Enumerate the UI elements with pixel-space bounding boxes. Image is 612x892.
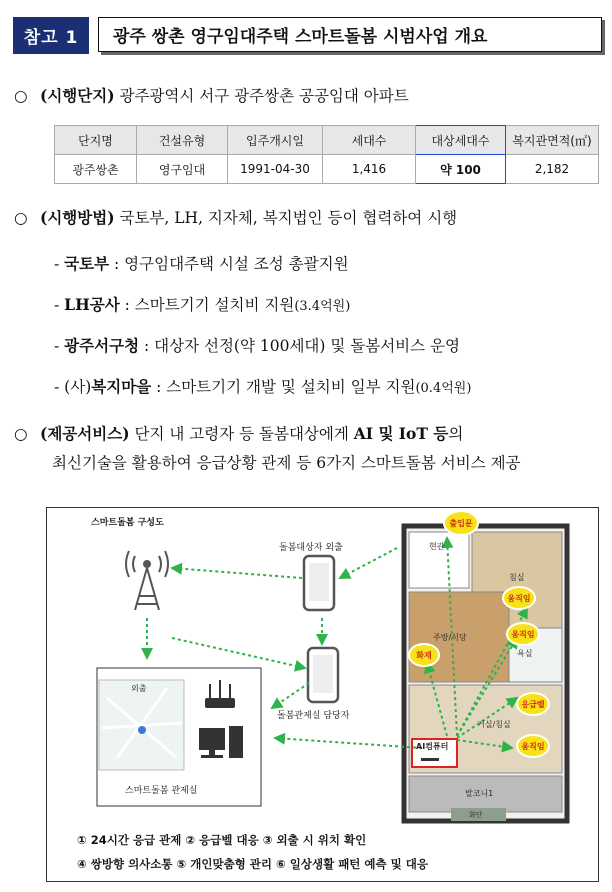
antenna-tower-icon xyxy=(126,551,168,610)
role-amount: (0.4억원) xyxy=(415,381,472,396)
room-entrance: 현관 xyxy=(429,542,445,551)
table-header: 세대수 xyxy=(323,126,416,155)
table-cell: 1991-04-30 xyxy=(228,155,323,184)
room-bath: 욕실 xyxy=(517,649,533,658)
ai-computer-label: AI컴퓨터 xyxy=(416,742,449,751)
smart-care-diagram xyxy=(46,507,599,882)
badge-door: 출입문 xyxy=(443,510,479,536)
legend-line-1: ① 24시간 응급 관제 ② 응급벨 대응 ③ 외출 시 위치 확인 xyxy=(77,833,367,847)
header-tag: 참고 1 xyxy=(13,17,89,54)
phone-staff-icon xyxy=(308,648,338,702)
room-living: 거실/침실 xyxy=(477,720,511,729)
role-org: 복지마을 xyxy=(91,377,152,396)
diagram-graphics xyxy=(47,508,600,883)
service-line2: 최신기술을 활용하여 응급상황 관제 등 6가지 스마트돌봄 서비스 제공 xyxy=(52,454,521,472)
role-text: : 스마트기기 개발 및 설치비 일부 지원 xyxy=(151,378,416,396)
bullet-icon: ○ xyxy=(14,425,28,443)
role-amount: (3.4억원) xyxy=(294,299,351,314)
floor-plan xyxy=(404,526,567,821)
table-cell: 영구임대 xyxy=(137,155,228,184)
legend-line-2: ④ 쌍방향 의사소통 ⑤ 개인맞춤형 관리 ⑥ 일상생활 패턴 예측 및 대응 xyxy=(77,857,428,871)
role-dash: - xyxy=(54,255,65,273)
table-header: 대상세대수 xyxy=(416,126,506,155)
role-text: : 영구임대주택 시설 조성 총괄지원 xyxy=(109,255,349,273)
room-bedroom: 침실 xyxy=(509,573,525,582)
table-header: 입주개시일 xyxy=(228,126,323,155)
table-cell: 2,182 xyxy=(506,155,599,184)
diagram-title: 스마트돌봄 구성도 xyxy=(91,518,164,528)
badge-fire: 화재 xyxy=(408,643,440,667)
service-line1-pre: 단지 내 고령자 등 돌봄대상에게 xyxy=(129,425,354,443)
table-header-row xyxy=(55,126,599,155)
role-item xyxy=(54,293,350,315)
site-label: (시행단지) xyxy=(40,86,115,105)
service-paragraph xyxy=(14,423,463,445)
service-label: (제공서비스) xyxy=(40,424,130,443)
site-text: 광주광역시 서구 광주쌍촌 공공임대 아파트 xyxy=(114,87,409,105)
role-text: : 스마트기기 설치비 지원 xyxy=(119,296,295,314)
role-dash: - xyxy=(54,296,65,314)
table-row xyxy=(55,155,599,184)
table-cell: 1,416 xyxy=(323,155,416,184)
role-text: : 대상자 선정(약 100세대) 및 돌봄서비스 운영 xyxy=(139,337,461,355)
method-paragraph xyxy=(14,207,457,229)
table-header: 건설유형 xyxy=(137,126,228,155)
bullet-icon: ○ xyxy=(14,209,28,227)
site-paragraph xyxy=(14,85,409,107)
map-label: 외출 xyxy=(131,684,147,693)
phone-staff-label: 돌봄관제실 담당자 xyxy=(277,711,350,721)
table-cell: 약 100 xyxy=(416,155,506,184)
table-header: 단지명 xyxy=(55,126,137,155)
router-icon xyxy=(205,680,235,708)
page-title: 광주 쌍촌 영구임대주택 스마트돌봄 시범사업 개요 xyxy=(98,17,602,52)
role-org: LH공사 xyxy=(64,295,120,314)
table-cell: 광주쌍촌 xyxy=(55,155,137,184)
role-dash: - xyxy=(54,337,65,355)
service-line1-bold: AI 및 IoT 등 xyxy=(353,424,449,443)
service-line1-post: 의 xyxy=(448,425,464,443)
method-text: 국토부, LH, 지자체, 복지법인 등이 협력하여 시행 xyxy=(114,209,458,227)
badge-motion-bath: 움직임 xyxy=(506,622,540,646)
method-label: (시행방법) xyxy=(40,208,115,227)
role-item xyxy=(54,334,460,356)
phone-outside-icon xyxy=(304,556,334,610)
site-table xyxy=(54,125,599,184)
role-org-prefix: (사) xyxy=(64,378,92,396)
badge-emergency: 응급벨 xyxy=(516,692,550,716)
room-flowerbed: 화단 xyxy=(469,811,483,819)
role-item xyxy=(54,252,349,274)
role-org: 광주서구청 xyxy=(64,336,140,355)
badge-motion-bedroom: 움직임 xyxy=(502,586,536,610)
role-item xyxy=(54,375,471,397)
badge-motion-living: 움직임 xyxy=(516,734,550,758)
control-room-label: 스마트돌봄 관제실 xyxy=(125,786,198,796)
table-header: 복지관면적(㎡) xyxy=(506,126,599,155)
role-dash: - xyxy=(54,378,65,396)
room-balcony: 발코니1 xyxy=(465,789,494,798)
room-kitchen: 주방/식당 xyxy=(433,633,467,642)
phone-outside-label: 돌봄대상자 외출 xyxy=(279,543,343,553)
role-org: 국토부 xyxy=(64,254,110,273)
bullet-icon: ○ xyxy=(14,87,28,105)
